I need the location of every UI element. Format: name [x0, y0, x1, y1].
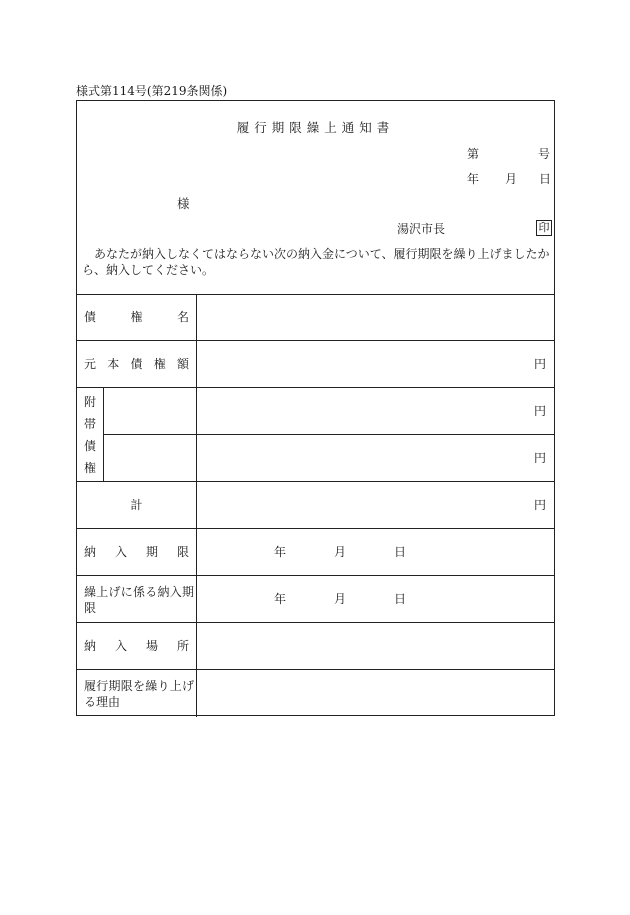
notice-form: [76, 100, 555, 716]
document-title: 履行期限繰上通知書: [236, 120, 395, 135]
yen-unit: 円: [533, 357, 546, 371]
label-cell: [77, 341, 197, 387]
row-claim-name: [77, 294, 554, 341]
reason-label: 履行期限を繰り上げる理由: [84, 679, 194, 709]
label-cell: [77, 670, 197, 717]
year-label: 年: [274, 545, 287, 559]
row-advanced-due-date: [77, 576, 554, 623]
label-cell: [77, 576, 197, 622]
date-day-label: 日: [539, 172, 552, 186]
label-cell: [77, 482, 197, 528]
advanced-due-label: 繰上げに係る納入期限: [84, 585, 194, 615]
issuer-name: 湯沢市長: [397, 222, 446, 236]
seal-mark: 印: [536, 220, 552, 236]
principal-label: 元 本 債 権 額: [84, 357, 189, 371]
incidental-subitem-cells: [104, 388, 197, 481]
form-caption: 様式第114号(第219条関係): [76, 84, 228, 98]
notice-header: [77, 101, 554, 295]
day-label: 日: [394, 545, 407, 559]
yen-unit: 円: [533, 404, 546, 418]
date-year-label: 年: [467, 172, 480, 186]
payment-place-label: 納 入 場 所: [84, 639, 189, 653]
incidental-claims-block: [77, 388, 554, 482]
date-month-label: 月: [505, 172, 518, 186]
row-principal: [77, 341, 554, 388]
row-due-date: [77, 529, 554, 576]
label-cell: [77, 294, 197, 340]
yen-unit: 円: [533, 498, 546, 512]
yen-unit: 円: [533, 451, 546, 465]
number-suffix: 号: [538, 147, 551, 161]
month-label: 月: [334, 592, 347, 606]
divider: [104, 434, 196, 435]
due-date-label: 納 入 期 限: [84, 545, 189, 559]
divider: [197, 434, 554, 435]
label-cell: [77, 529, 197, 575]
row-payment-place: [77, 623, 554, 670]
row-total: [77, 482, 554, 529]
month-label: 月: [334, 545, 347, 559]
total-label: 計: [130, 498, 143, 512]
incidental-label: 附 帯 債 権: [77, 388, 104, 481]
addressee-suffix: 様: [177, 196, 190, 211]
row-reason: [77, 670, 554, 717]
label-cell: [77, 623, 197, 669]
day-label: 日: [394, 592, 407, 606]
number-prefix: 第: [467, 147, 480, 161]
notice-text: あなたが納入しなくてはならない次の納入金について、履行期限を繰り上げましたから、納入してください。: [82, 247, 550, 277]
claim-name-label: 債 権 名: [84, 310, 189, 324]
year-label: 年: [274, 592, 287, 606]
